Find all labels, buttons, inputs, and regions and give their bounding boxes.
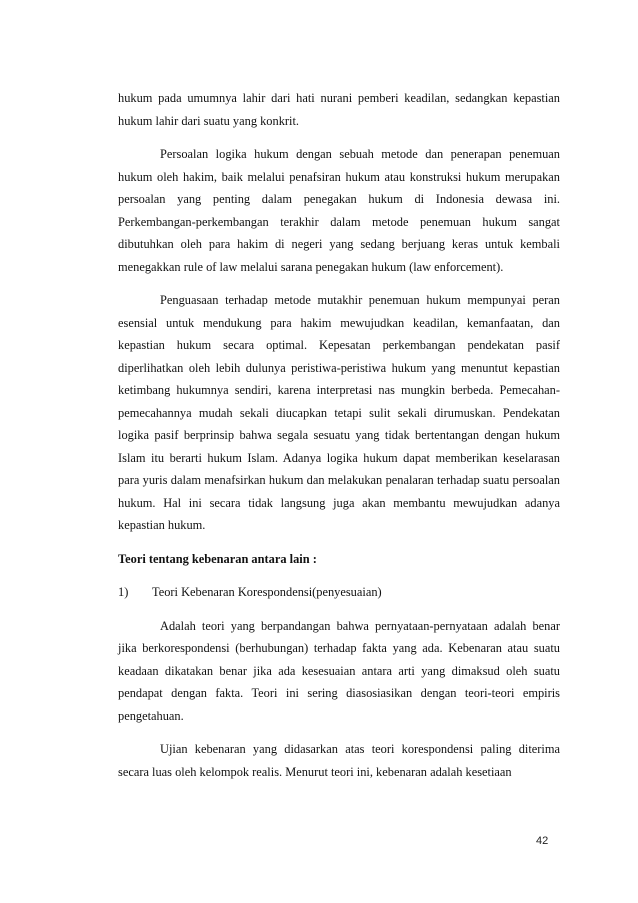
page-body: [118, 87, 560, 794]
paragraph-3: Penguasaan terhadap metode mutakhir penemuan hukum mempunyai peran esensial untuk mendukung para hakim mewujudkan keadilan, kemanfaatan, dan kepastian hukum secara optimal. Kepesatan perkembangan pendekatan pasif diperlihatkan oleh lebih dulunya peristiwa-peristiwa hukum yang menuntut kepastian ketimbang hukumnya sendiri, karena interpretasi nas mungkin berbeda. Pemecahan-pemecahannya mudah sekali diucapkan tetapi sulit sekali dirumuskan. Pendekatan logika pasif berprinsip bahwa segala sesuatu yang tidak bertentangan dengan hukum Islam itu berarti hukum Islam. Adanya logika hukum dapat memberikan keselarasan para yuris dalam menafsirkan hukum dan melakukan penalaran terhadap suatu persoalan hukum. Hal ini secara tidak langsung juga akan membantu mewujudkan adanya kepastian hukum.: [118, 293, 560, 532]
paragraph-1: hukum pada umumnya lahir dari hati nurani pemberi keadilan, sedangkan kepastian hukum lahir dari suatu yang konkrit.: [118, 91, 560, 128]
section-heading: Teori tentang kebenaran antara lain :: [118, 551, 317, 566]
list-item-text: Teori Kebenaran Korespondensi(penyesuaian): [152, 585, 382, 599]
paragraph-2: Persoalan logika hukum dengan sebuah metode dan penerapan penemuan hukum oleh hakim, baik melalui penafsiran hukum atau konstruksi hukum merupakan persoalan yang penting dalam penegakan hukum di Indonesia dewasa ini. Perkembangan-perkembangan terakhir dalam metode penemuan hukum sangat dibutuhkan oleh para hakim di negeri yang sedang berjuang keras untuk kembali menegakkan rule of law melalui sarana penegakan hukum (law enforcement).: [118, 147, 560, 274]
page-number: 42: [536, 835, 549, 847]
paragraph-4: Adalah teori yang berpandangan bahwa pernyataan-pernyataan adalah benar jika berkorespondensi (berhubungan) terhadap fakta yang ada. Kebenaran atau suatu keadaan dikatakan benar jika ada kesesuaian antara arti yang dimaksud oleh suatu pendapat dengan fakta. Teori ini sering diasosiasikan dengan teori-teori empiris pengetahuan.: [118, 618, 560, 723]
paragraph-5: Ujian kebenaran yang didasarkan atas teori korespondensi paling diterima secara luas oleh kelompok realis. Menurut teori ini, kebenaran adalah kesetiaan: [118, 742, 560, 779]
list-item: [118, 581, 560, 604]
list-number: 1): [118, 585, 129, 599]
